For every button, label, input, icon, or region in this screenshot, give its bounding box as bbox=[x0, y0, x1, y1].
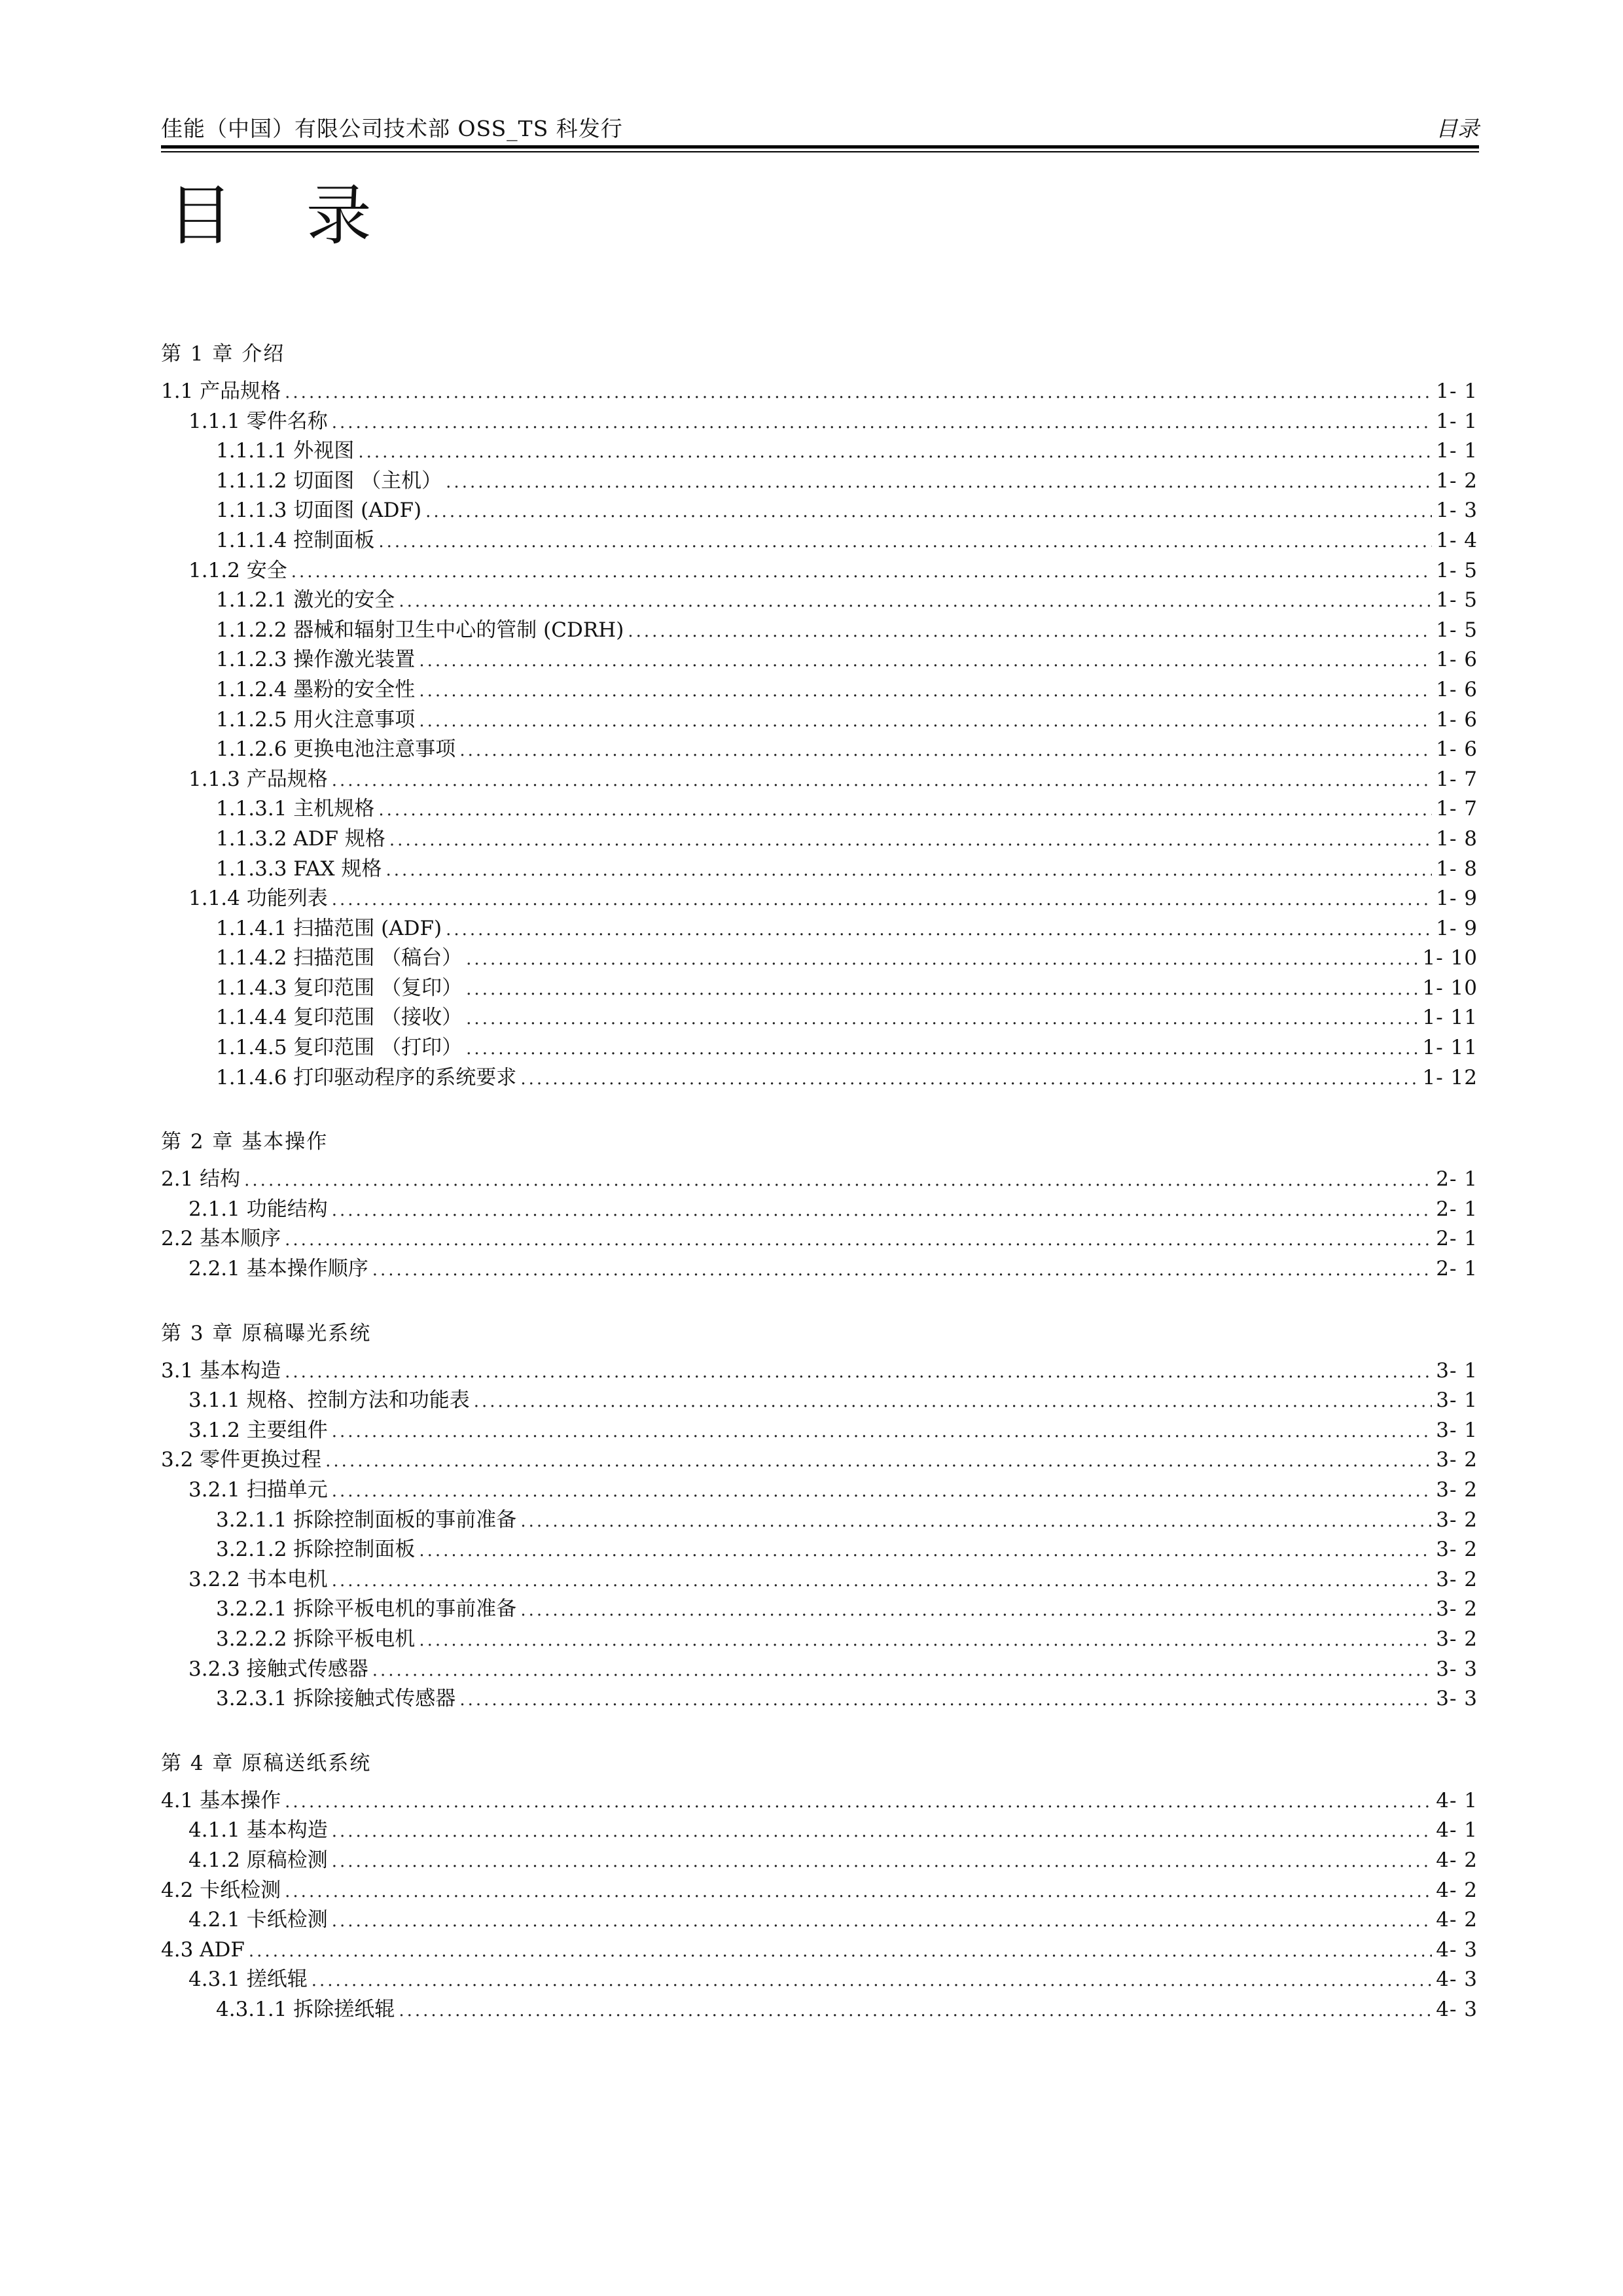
toc-entry[interactable] bbox=[161, 1535, 1478, 1565]
toc-entry-page: 1- 11 bbox=[1422, 1006, 1478, 1030]
toc-entry-page: 3- 2 bbox=[1436, 1567, 1478, 1591]
dot-leader bbox=[332, 1817, 1432, 1847]
dot-leader bbox=[425, 497, 1432, 527]
toc-entry[interactable] bbox=[161, 944, 1478, 974]
toc-entry-label: 3.2.2 书本电机 bbox=[188, 1567, 328, 1591]
dot-leader bbox=[372, 1656, 1432, 1686]
toc-entry-label: 1.1.1 零件名称 bbox=[188, 409, 328, 433]
toc-entry[interactable] bbox=[161, 1846, 1478, 1876]
toc-entry-page: 4- 2 bbox=[1436, 1908, 1478, 1932]
dot-leader bbox=[378, 527, 1432, 557]
toc-entry[interactable] bbox=[161, 1506, 1478, 1536]
toc-entry[interactable] bbox=[161, 1224, 1478, 1254]
toc-entry-page: 3- 1 bbox=[1436, 1358, 1478, 1383]
toc-entry-page: 1- 5 bbox=[1436, 558, 1478, 582]
toc-entry-page: 4- 3 bbox=[1436, 1968, 1478, 1992]
toc-entry[interactable] bbox=[161, 1254, 1478, 1284]
toc-entry-label: 3.1 基本构造 bbox=[161, 1358, 281, 1383]
toc-entry[interactable] bbox=[161, 1165, 1478, 1195]
chapter-title: 第 3 章 原稿曝光系统 bbox=[161, 1321, 372, 1345]
toc-entry-page: 1- 5 bbox=[1436, 618, 1478, 642]
toc-entry-page: 1- 11 bbox=[1422, 1036, 1478, 1060]
toc-entry[interactable] bbox=[161, 616, 1478, 646]
toc-entry-label: 4.1.2 原稿检测 bbox=[188, 1848, 328, 1872]
toc-entry-page: 2- 1 bbox=[1436, 1197, 1478, 1221]
dot-leader bbox=[466, 1034, 1418, 1065]
toc-entry-label: 3.2.2.2 拆除平板电机 bbox=[216, 1627, 416, 1651]
toc-entry[interactable] bbox=[161, 1386, 1478, 1416]
toc-chapter bbox=[161, 1318, 1478, 1714]
toc-entry-page: 1- 6 bbox=[1436, 648, 1478, 672]
toc-entry[interactable] bbox=[161, 1655, 1478, 1685]
toc-entry-label: 4.3 ADF bbox=[161, 1937, 245, 1962]
toc-entry-page: 1- 10 bbox=[1422, 976, 1478, 1000]
toc-entry-page: 1- 5 bbox=[1436, 588, 1478, 612]
toc-entry-label: 1.1.4.5 复印范围 （打印） bbox=[216, 1036, 463, 1060]
toc-entry[interactable] bbox=[161, 436, 1478, 467]
toc-entry[interactable] bbox=[161, 1965, 1478, 1995]
toc-entry-page: 1- 8 bbox=[1436, 857, 1478, 881]
toc-chapter bbox=[161, 1748, 1478, 2025]
toc-entry[interactable] bbox=[161, 1033, 1478, 1063]
page-title: 目 录 bbox=[168, 177, 398, 254]
header-rule-thick bbox=[161, 145, 1479, 149]
toc-entry[interactable] bbox=[161, 1684, 1478, 1714]
toc-entry-page: 3- 3 bbox=[1436, 1657, 1478, 1681]
toc-entry-page: 1- 12 bbox=[1422, 1065, 1478, 1089]
dot-leader bbox=[419, 677, 1432, 707]
toc-entry-page: 1- 6 bbox=[1436, 707, 1478, 732]
toc-entry[interactable] bbox=[161, 1003, 1478, 1033]
dot-leader bbox=[466, 945, 1418, 975]
toc-entry-label: 1.1.4.3 复印范围 （复印） bbox=[216, 976, 463, 1000]
toc-chapter bbox=[161, 1127, 1478, 1284]
toc-entry-page: 1- 1 bbox=[1436, 380, 1478, 403]
dot-leader bbox=[385, 856, 1432, 886]
toc-entry[interactable] bbox=[161, 735, 1478, 765]
toc-entry-page: 1- 7 bbox=[1436, 767, 1478, 791]
toc-entry-label: 2.2 基本顺序 bbox=[161, 1227, 281, 1251]
toc-entry[interactable] bbox=[161, 1475, 1478, 1506]
dot-leader bbox=[419, 707, 1432, 737]
dot-leader bbox=[399, 1996, 1432, 2026]
toc-entry-label: 1.1 产品规格 bbox=[161, 380, 281, 403]
toc-entry-label: 4.3.1 搓纸辊 bbox=[188, 1968, 308, 1992]
toc-entry-label: 4.2.1 卡纸检测 bbox=[188, 1908, 328, 1932]
dot-leader bbox=[378, 796, 1432, 826]
toc-entry-label: 3.2.1 扫描单元 bbox=[188, 1478, 328, 1502]
toc-entry-page: 4- 1 bbox=[1436, 1788, 1478, 1812]
toc-entry[interactable] bbox=[161, 377, 1478, 407]
toc-entry-label: 1.1.3.1 主机规格 bbox=[216, 797, 375, 821]
toc-entry-label: 1.1.2.5 用火注意事项 bbox=[216, 707, 416, 732]
toc-entry[interactable] bbox=[161, 1816, 1478, 1846]
toc-entry[interactable] bbox=[161, 556, 1478, 586]
dot-leader bbox=[399, 587, 1432, 617]
toc-entry-label: 1.1.4 功能列表 bbox=[188, 887, 328, 911]
toc-entry[interactable] bbox=[161, 705, 1478, 735]
dot-leader bbox=[332, 1847, 1432, 1877]
dot-leader bbox=[332, 1196, 1432, 1226]
toc-entry-label: 4.2 卡纸检测 bbox=[161, 1878, 281, 1902]
toc-entry-label: 3.2.3.1 拆除接触式传感器 bbox=[216, 1687, 456, 1711]
chapter-title: 第 1 章 介绍 bbox=[161, 342, 285, 366]
toc-entry-page: 3- 2 bbox=[1436, 1478, 1478, 1502]
header-rule-thin bbox=[161, 151, 1479, 152]
dot-leader bbox=[325, 1447, 1432, 1477]
toc-entry[interactable] bbox=[161, 824, 1478, 855]
toc-entry-label: 1.1.2.4 墨粉的安全性 bbox=[216, 677, 416, 701]
chapter-title: 第 2 章 基本操作 bbox=[161, 1130, 329, 1154]
toc-entry-label: 4.1 基本操作 bbox=[161, 1788, 281, 1812]
toc-entry-page: 1- 4 bbox=[1436, 528, 1478, 552]
toc-entry-page: 3- 3 bbox=[1436, 1687, 1478, 1711]
toc-entry-page: 3- 2 bbox=[1436, 1448, 1478, 1472]
dot-leader bbox=[520, 1596, 1432, 1626]
toc-entry-label: 3.1.2 主要组件 bbox=[188, 1418, 328, 1442]
toc-entry-page: 2- 1 bbox=[1436, 1257, 1478, 1281]
toc-entry[interactable] bbox=[161, 914, 1478, 944]
toc-entry[interactable] bbox=[161, 1356, 1478, 1386]
toc-entry-page: 1- 8 bbox=[1436, 826, 1478, 851]
toc-entry-page: 2- 1 bbox=[1436, 1227, 1478, 1251]
toc-entry-label: 2.2.1 基本操作顺序 bbox=[188, 1257, 368, 1281]
toc-entry-page: 4- 2 bbox=[1436, 1848, 1478, 1872]
toc-entry-label: 1.1.2.1 激光的安全 bbox=[216, 588, 395, 612]
toc-entry-label: 2.1 结构 bbox=[161, 1167, 241, 1192]
dot-leader bbox=[520, 1065, 1418, 1095]
toc-entry-label: 3.2.1.1 拆除控制面板的事前准备 bbox=[216, 1508, 517, 1532]
dot-leader bbox=[446, 468, 1432, 498]
toc-entry-label: 1.1.1.3 切面图 (ADF) bbox=[216, 499, 422, 523]
toc-entry-page: 1- 2 bbox=[1436, 468, 1478, 493]
toc-entry-label: 4.3.1.1 拆除搓纸辊 bbox=[216, 1997, 395, 2021]
toc-entry[interactable] bbox=[161, 884, 1478, 914]
toc-entry[interactable] bbox=[161, 855, 1478, 885]
toc-entry-page: 2- 1 bbox=[1436, 1167, 1478, 1192]
toc-entry-page: 1- 6 bbox=[1436, 737, 1478, 762]
toc-entry-label: 1.1.3.3 FAX 规格 bbox=[216, 857, 382, 881]
toc-entry-label: 1.1.4.4 复印范围 （接收） bbox=[216, 1006, 463, 1030]
toc-entry[interactable] bbox=[161, 1625, 1478, 1655]
dot-leader bbox=[419, 1536, 1432, 1566]
header-section-title: 目录 bbox=[1436, 116, 1479, 141]
dot-leader bbox=[466, 975, 1418, 1005]
toc-entry[interactable] bbox=[161, 1786, 1478, 1816]
dot-leader bbox=[372, 1256, 1432, 1286]
toc-entry[interactable] bbox=[161, 1063, 1478, 1093]
dot-leader bbox=[332, 1417, 1432, 1447]
toc-entry[interactable] bbox=[161, 1905, 1478, 1935]
toc-entry[interactable] bbox=[161, 496, 1478, 526]
toc-entry[interactable] bbox=[161, 1565, 1478, 1595]
dot-leader bbox=[249, 1937, 1432, 1967]
toc-entry-page: 3- 2 bbox=[1436, 1508, 1478, 1532]
dot-leader bbox=[520, 1507, 1432, 1537]
toc-entry[interactable] bbox=[161, 1595, 1478, 1625]
toc-entry[interactable] bbox=[161, 407, 1478, 437]
toc-entry-label: 1.1.3.2 ADF 规格 bbox=[216, 826, 385, 851]
chapter-title: 第 4 章 原稿送纸系统 bbox=[161, 1751, 372, 1775]
toc-entry[interactable] bbox=[161, 765, 1478, 795]
toc-entry-label: 1.1.1.4 控制面板 bbox=[216, 528, 375, 552]
dot-leader bbox=[474, 1387, 1432, 1417]
toc-entry-label: 1.1.4.1 扫描范围 (ADF) bbox=[216, 916, 442, 940]
toc-entry[interactable] bbox=[161, 526, 1478, 556]
dot-leader bbox=[459, 736, 1432, 766]
dot-leader bbox=[285, 1226, 1432, 1256]
toc-entry-page: 1- 9 bbox=[1436, 916, 1478, 940]
dot-leader bbox=[332, 885, 1432, 915]
dot-leader bbox=[446, 915, 1432, 945]
toc-entry-label: 3.2.1.2 拆除控制面板 bbox=[216, 1538, 416, 1562]
toc-entry-page: 3- 1 bbox=[1436, 1388, 1478, 1413]
dot-leader bbox=[332, 408, 1432, 438]
toc-entry-label: 4.1.1 基本构造 bbox=[188, 1818, 328, 1843]
toc-entry-page: 4- 2 bbox=[1436, 1878, 1478, 1902]
toc-entry-label: 2.1.1 功能结构 bbox=[188, 1197, 328, 1221]
dot-leader bbox=[332, 1907, 1432, 1937]
header-publisher: 佳能（中国）有限公司技术部 OSS_TS 科发行 bbox=[161, 116, 623, 141]
toc-entry-page: 1- 1 bbox=[1436, 439, 1478, 463]
dot-leader bbox=[285, 378, 1432, 408]
dot-leader bbox=[285, 1788, 1432, 1818]
toc-entry[interactable] bbox=[161, 1195, 1478, 1225]
toc-entry-page: 4- 1 bbox=[1436, 1818, 1478, 1843]
toc-entry-page: 3- 2 bbox=[1436, 1597, 1478, 1621]
toc-entry[interactable] bbox=[161, 1995, 1478, 2025]
dot-leader bbox=[419, 1626, 1432, 1656]
dot-leader bbox=[285, 1358, 1432, 1388]
dot-leader bbox=[358, 438, 1432, 468]
toc-entry-label: 1.1.1.2 切面图 （主机） bbox=[216, 468, 442, 493]
table-of-contents bbox=[161, 339, 1478, 2025]
toc-entry-page: 3- 1 bbox=[1436, 1418, 1478, 1442]
toc-entry-page: 3- 2 bbox=[1436, 1627, 1478, 1651]
toc-entry-label: 1.1.2 安全 bbox=[188, 558, 287, 582]
toc-entry-page: 1- 1 bbox=[1436, 409, 1478, 433]
dot-leader bbox=[389, 826, 1432, 856]
toc-entry[interactable] bbox=[161, 1876, 1478, 1906]
toc-chapter bbox=[161, 339, 1478, 1093]
toc-entry[interactable] bbox=[161, 794, 1478, 824]
toc-entry-page: 1- 7 bbox=[1436, 797, 1478, 821]
toc-entry-page: 1- 9 bbox=[1436, 887, 1478, 911]
dot-leader bbox=[332, 1477, 1432, 1507]
toc-entry[interactable] bbox=[161, 586, 1478, 616]
dot-leader bbox=[312, 1966, 1432, 1996]
toc-entry[interactable] bbox=[161, 467, 1478, 497]
toc-entry-label: 1.1.2.2 器械和辐射卫生中心的管制 (CDRH) bbox=[216, 618, 624, 642]
toc-entry-label: 3.2.3 接触式传感器 bbox=[188, 1657, 368, 1681]
toc-entry-page: 1- 10 bbox=[1422, 946, 1478, 970]
dot-leader bbox=[291, 557, 1432, 588]
dot-leader bbox=[285, 1877, 1432, 1907]
toc-entry[interactable] bbox=[161, 1935, 1478, 1966]
dot-leader bbox=[466, 1004, 1418, 1034]
dot-leader bbox=[332, 766, 1432, 796]
toc-entry-label: 1.1.2.6 更换电池注意事项 bbox=[216, 737, 456, 762]
toc-entry-label: 3.2.2.1 拆除平板电机的事前准备 bbox=[216, 1597, 517, 1621]
dot-leader bbox=[628, 617, 1432, 647]
toc-entry-label: 1.1.4.2 扫描范围 （稿台） bbox=[216, 946, 463, 970]
toc-entry[interactable] bbox=[161, 1445, 1478, 1475]
toc-entry-page: 1- 6 bbox=[1436, 677, 1478, 701]
dot-leader bbox=[459, 1686, 1432, 1716]
toc-entry[interactable] bbox=[161, 1416, 1478, 1446]
toc-entry-page: 1- 3 bbox=[1436, 499, 1478, 523]
toc-entry-page: 4- 3 bbox=[1436, 1997, 1478, 2021]
toc-entry-label: 1.1.3 产品规格 bbox=[188, 767, 328, 791]
toc-entry-label: 1.1.2.3 操作激光装置 bbox=[216, 648, 416, 672]
toc-entry-page: 4- 3 bbox=[1436, 1937, 1478, 1962]
toc-entry-label: 3.2 零件更换过程 bbox=[161, 1448, 322, 1472]
toc-entry[interactable] bbox=[161, 645, 1478, 675]
dot-leader bbox=[419, 646, 1432, 677]
toc-entry[interactable] bbox=[161, 974, 1478, 1004]
dot-leader bbox=[332, 1566, 1432, 1597]
toc-entry-label: 3.1.1 规格、控制方法和功能表 bbox=[188, 1388, 470, 1413]
page-header bbox=[161, 110, 1479, 143]
toc-entry-label: 1.1.1.1 外视图 bbox=[216, 439, 355, 463]
toc-entry[interactable] bbox=[161, 675, 1478, 705]
toc-entry-page: 3- 2 bbox=[1436, 1538, 1478, 1562]
toc-entry-label: 1.1.4.6 打印驱动程序的系统要求 bbox=[216, 1065, 517, 1089]
dot-leader bbox=[244, 1166, 1432, 1196]
